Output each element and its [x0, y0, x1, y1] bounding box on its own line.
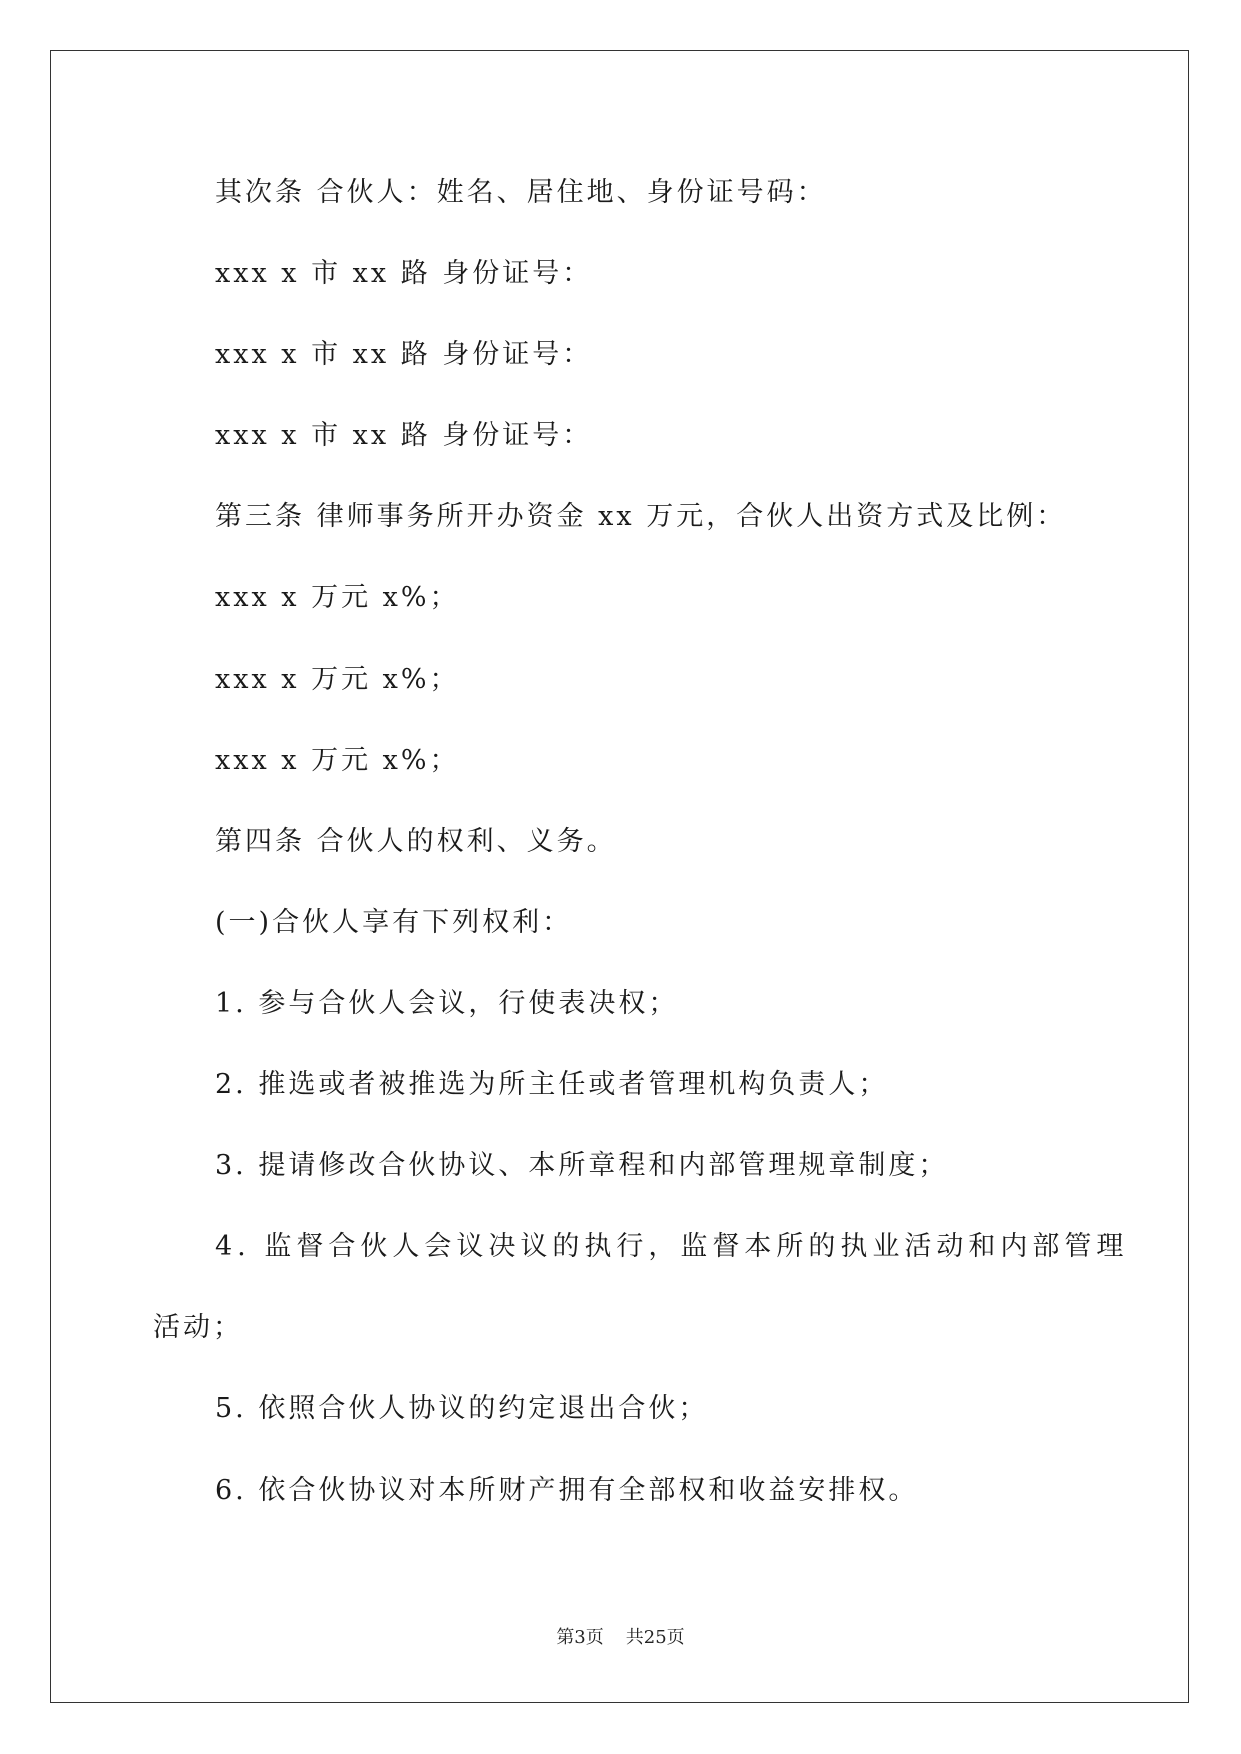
document-body	[153, 152, 1153, 1531]
rights-item: 5. 依照合伙人协议的约定退出合伙；	[215, 1393, 709, 1425]
capital-contribution-line: xxx x 万元 x%；	[215, 663, 460, 695]
rights-item: 4. 监督合伙人会议决议的执行，监督本所的执业活动和内部管理	[215, 1231, 1129, 1263]
capital-contribution-line: xxx x 万元 x%；	[215, 744, 460, 776]
rights-item: 6. 依合伙协议对本所财产拥有全部权和收益安排权。	[215, 1474, 919, 1506]
partner-address-line: xxx x 市 xx 路 身份证号：	[215, 339, 593, 371]
page-footer	[0, 1626, 1241, 1650]
article-3-heading: 第三条 律师事务所开办资金 xx 万元，合伙人出资方式及比例：	[215, 501, 1067, 533]
rights-item-continuation: 活动；	[153, 1312, 243, 1344]
rights-subheading: (一)合伙人享有下列权利：	[215, 906, 573, 938]
rights-item: 3. 提请修改合伙协议、本所章程和内部管理规章制度；	[215, 1150, 949, 1182]
rights-item: 1. 参与合伙人会议，行使表决权；	[215, 987, 679, 1019]
partner-address-line: xxx x 市 xx 路 身份证号：	[215, 420, 593, 452]
rights-item: 2. 推选或者被推选为所主任或者管理机构负责人；	[215, 1069, 889, 1101]
partner-address-line: xxx x 市 xx 路 身份证号：	[215, 258, 593, 290]
article-2-heading: 其次条 合伙人：姓名、居住地、身份证号码：	[215, 177, 827, 208]
total-pages-label: 共25页	[625, 1627, 685, 1648]
capital-contribution-line: xxx x 万元 x%；	[215, 582, 460, 614]
article-4-heading: 第四条 合伙人的权利、义务。	[215, 825, 617, 857]
current-page-label: 第3页	[556, 1627, 604, 1648]
